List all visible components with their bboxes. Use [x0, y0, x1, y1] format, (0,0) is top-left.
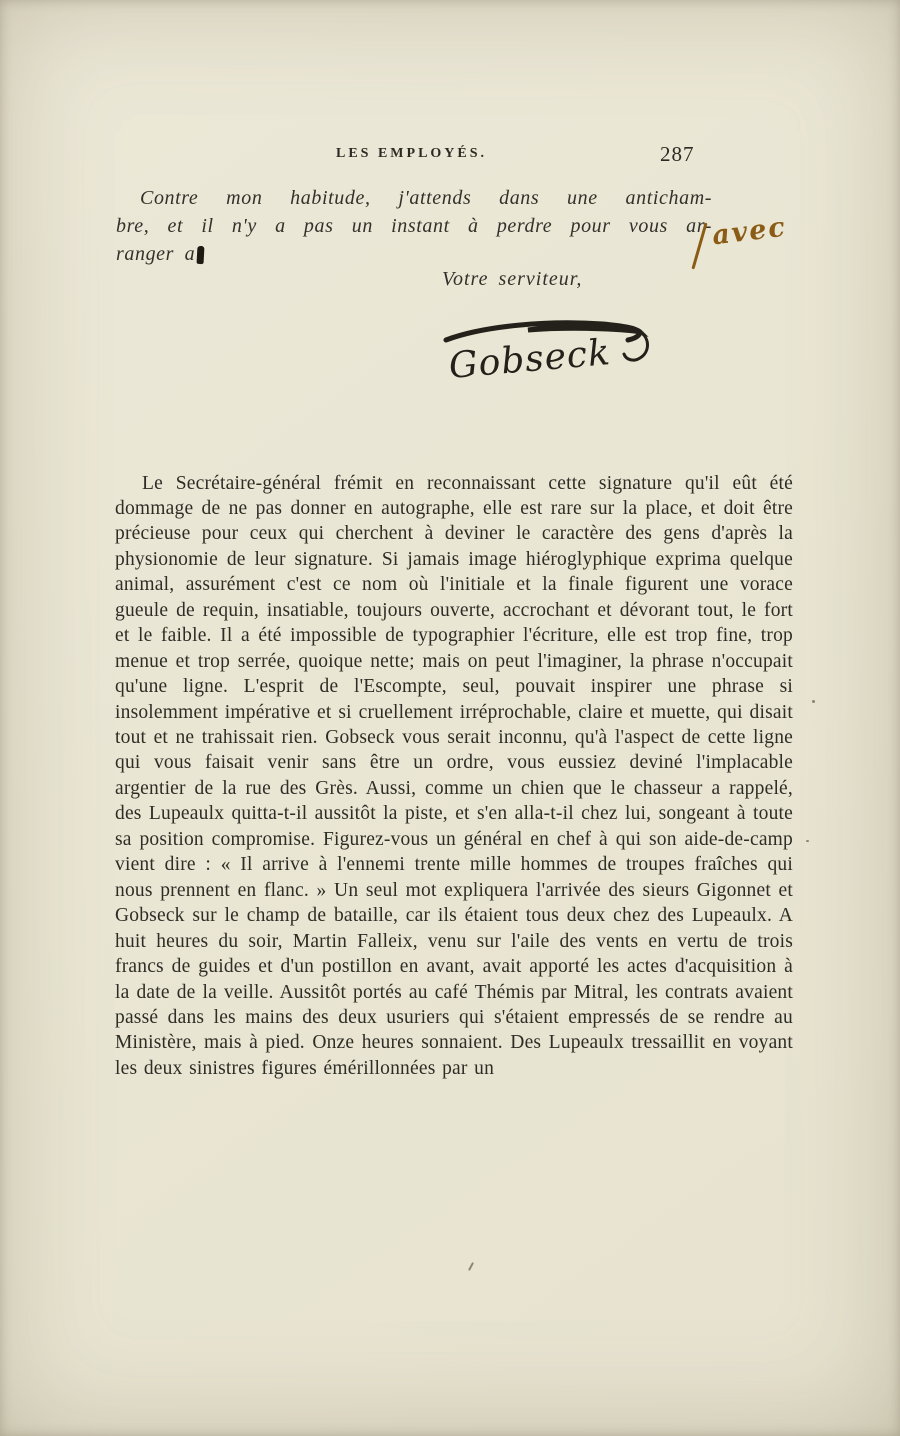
page-number: 287 — [660, 142, 695, 166]
scan-speck — [812, 700, 815, 703]
letter-line: Contre mon habitude, j'attends dans une anticham- — [140, 187, 712, 209]
letter-line — [116, 240, 712, 268]
letter-excerpt — [116, 184, 712, 268]
letter-closing: Votre serviteur, — [442, 268, 583, 290]
handwritten-annotation: avec — [710, 211, 789, 252]
running-head-title: LES EMPLOYÉS. — [336, 146, 488, 161]
scan-speck — [468, 1262, 474, 1271]
letter-line-text: ranger a — [116, 243, 196, 265]
body-paragraph: Le Secrétaire-général frémit en reconnaissant cette signature qu'il eût été dommage de ne pas donner en autographe, elle est rare sur la place, et doit être précieuse pour ceux qui cherchent à deviner le caractère des gens d'après la physionomie de leur signature. Si jamais image hiéroglyphique exprima quelque animal, assurément c'est ce nom où l'initiale et la finale figurent une vorace gueule de requin, insatiable, toujours ouverte, accrochant et dévorant tout, le fort et le faible. Il a été impossible de typographier l'écriture, elle est trop fine, trop menue et trop serrée, quoique nette; mais on peut l'imaginer, la phrase n'occupait qu'une ligne. L'esprit de l'Escompte, seul, pouvait inspirer une phrase si insolemment impérative et si cruellement irréprochable, claire et muette, qui disait tout et ne trahissait rien. Gobseck vous serait inconnu, qu'à l'aspect de cette ligne qui vous faisait venir sans être un ordre, vous eussiez deviné l'implacable argentier de la rue des Grès. Aussi, comme un chien que le chasseur a rappelé, des Lupeaulx quitta-t-il aussitôt la piste, et s'en alla-t-il chez lui, songeant à toute sa position compromise. Figurez-vous un général en chef à qui son aide-de-camp vient dire : « Il arrive à l'ennemi trente mille hommes de troupes fraîches qui nous prennent en flanc. » Un seul mot expliquera l'arrivée des sieurs Gigonnet et Gobseck sur le champ de bataille, car ils étaient tous deux chez des Lupeaulx. A huit heures du soir, Martin Falleix, venu sur l'aile des vents en vertu de trois francs de guides et d'un postillon en avant, avait apporté les actes d'acquisition à la date de la veille. Aussitôt portés au café Thémis par Mitral, les contrats avaient passé dans les mains des deux usuriers qui s'étaient empressés de se rendre au Ministère, mais à pied. Onze heures sonnaient. Des Lupeaulx tressaillit en voyant les deux sinistres figures émérillonnées par un — [115, 472, 793, 1079]
letter-line: bre, et il n'y a pas un instant à perdre pour vous ar- — [116, 215, 712, 237]
scan-speck — [806, 840, 809, 842]
ink-blot — [197, 246, 205, 264]
gobseck-signature — [428, 300, 658, 400]
signature-text: Gobseck — [447, 331, 613, 387]
